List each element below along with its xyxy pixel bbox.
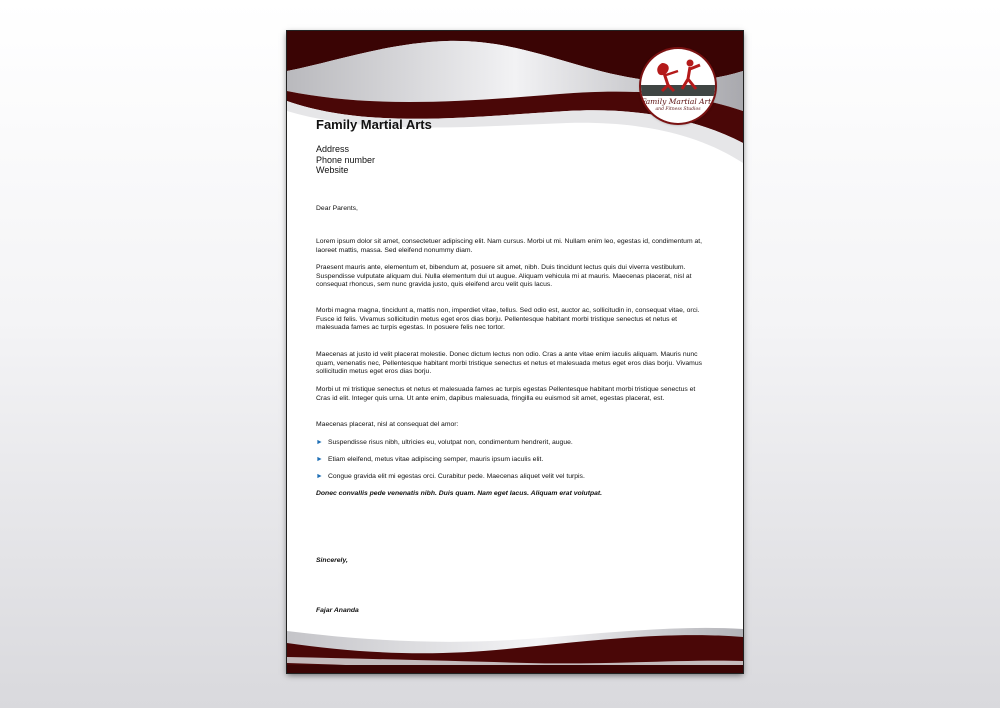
bullet-item (316, 439, 703, 448)
bullet-item (316, 456, 703, 465)
company-logo (641, 49, 715, 123)
bullet-text: Suspendisse risus nibh, ultricies eu, volutpat non, condimentum hendrerit, augue. (327, 439, 573, 446)
address-line: Address (316, 144, 350, 154)
letterhead-page (287, 31, 743, 673)
bullet-arrow-icon: ► (316, 456, 323, 463)
bullet-item (316, 473, 703, 482)
list-lead: Maecenas placerat, nisl at consequat del amor: (316, 421, 459, 428)
bullet-text: Congue gravida elit mi egestas orci. Curabitur pede. Maecenas aliquet velit vel turpis. (327, 473, 585, 480)
bullet-text: Etiam eleifend, metus vitae adipiscing semper, mauris ipsum iaculis elit. (327, 456, 544, 463)
phone-line: Phone number (316, 154, 376, 165)
paragraph: Morbi magna magna, tincidunt a, mattis non, imperdiet vitae, tellus. Sed odio est, auctor ac, sollicitudin in, consequat vitae, orci. Fusce id felis. Vivamus sollicitudin metus eget eros dias borju. Pellentesque habitant morbi tristique senectus et netus et malesuada fames ac turpis egestas. In posuere felis nec tortor. (316, 307, 700, 332)
signer-name: Fajar Ananda (316, 607, 359, 614)
paragraph: Morbi ut mi tristique senectus et netus et malesuada fames ac turpis egestas Pellentesque habitant morbi tristique senectus et Cras id elit. Integer quis urna. Ut ante enim, dapibus malesuada, fringilla eu euismod sit amet, egestas placerat, est. (316, 386, 696, 402)
bullet-arrow-icon: ► (316, 473, 323, 480)
bullet-arrow-icon: ► (316, 439, 323, 446)
martial-arts-figures-icon (648, 57, 708, 93)
paragraph: Lorem ipsum dolor sit amet, consectetuer adipiscing elit. Nam cursus. Morbi ut mi. Nullam enim leo, egestas id, condimentum at, laoreet mattis, massa. Sed eleifend nonummy diam. (316, 238, 703, 254)
company-name: Family Martial Arts (316, 117, 432, 132)
paragraph: Praesent mauris ante, elementum et, bibendum at, posuere sit amet, nibh. Duis tincidunt lectus quis dui viverra vestibulum. Suspendisse vulputate aliquam dui. Nulla elementum dui ut augue. Aliquam vehicula mi at mauris. Maecenas placerat, nisl at consequat rhoncus, sem nunc gravida justo, quis eleifend arcu velit quis lacus. (316, 264, 692, 289)
paragraph: Maecenas at justo id velit placerat molestie. Donec dictum lectus non odio. Cras a ante vitae enim iaculis aliquam. Mauris nunc quam, venenatis nec, Pellentesque habitant morbi tristique senectus et netus et malesuada metus eget eros dias borju. Vivamus sollicitudin metus eget eros dias borju. (316, 351, 703, 376)
footer-swoosh (287, 623, 743, 673)
closing: Sincerely, (316, 557, 348, 564)
greeting: Dear Parents, (316, 205, 358, 212)
contact-block (316, 144, 375, 176)
logo-subtitle: and Fitness Studios (655, 107, 701, 112)
logo-name: Family Martial Arts (641, 97, 715, 106)
website-line: Website (316, 165, 349, 175)
emphasis-line: Donec convallis pede venenatis nibh. Duis quam. Nam eget lacus. Aliquam erat volutpat. (316, 490, 603, 497)
